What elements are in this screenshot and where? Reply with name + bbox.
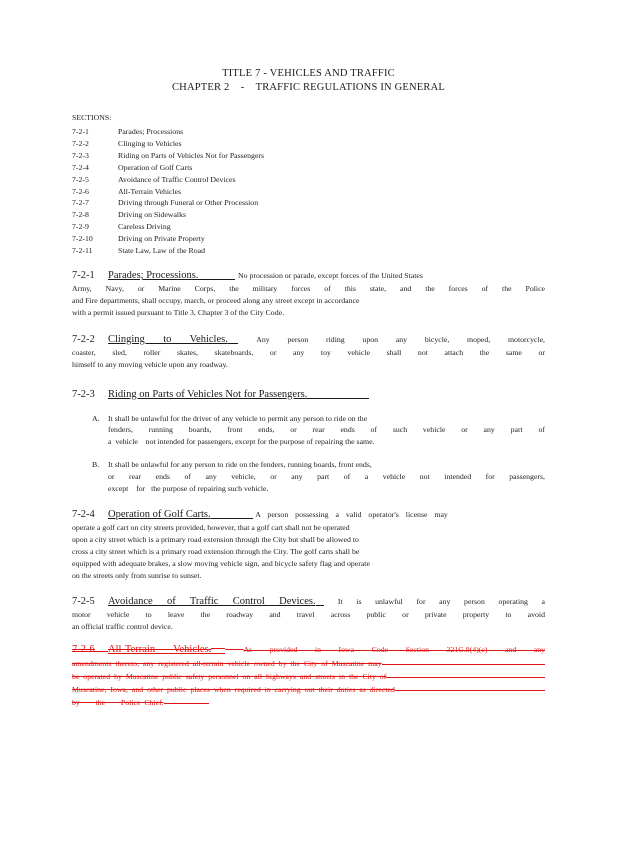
body-line: coaster, sled, roller skates, skateboards, or any toy vehicle shall not attach the same or: [72, 347, 545, 357]
section-heading-line: [72, 643, 545, 657]
section-number: 7-2-1: [72, 269, 95, 281]
body-line: motor vehicle to leave the roadway and travel across public or private property to avoid: [72, 610, 545, 620]
list-item-first-line: [92, 413, 545, 425]
section-heading-line: [72, 595, 545, 609]
body-line: himself to any moving vehicle upon any roadway.: [72, 359, 228, 369]
section-number: 7-2-5: [72, 596, 95, 608]
section-heading: Riding on Parts of Vehicles Not for Passengers.: [108, 388, 308, 400]
list-item-line: except for the purpose of repairing such vehicle.: [108, 484, 269, 494]
body-line: [72, 657, 545, 670]
section-7-2-2: [72, 333, 545, 371]
list-item-first-line: [92, 459, 545, 471]
body-line: with a permit issued pursuant to Title 3, Chapter 3 of the City Code.: [72, 307, 285, 317]
toc-section-title: State Law, Law of the Road: [118, 246, 205, 256]
table-of-contents: [72, 126, 545, 257]
section-heading-line: [72, 388, 545, 402]
heading-underline-extension: [307, 390, 369, 399]
toc-section-number: 7-2-8: [72, 210, 89, 220]
heading-inline-text: A person possessing a valid operator's license may: [255, 509, 448, 519]
heading-underline-extension: [198, 271, 235, 280]
section-heading: Avoidance of Traffic Control Devices.: [108, 596, 316, 608]
section-heading-line: [72, 333, 545, 347]
list-item-label: A.: [92, 413, 100, 423]
deleted-strikethrough-text: [72, 644, 545, 655]
toc-section-number: 7-2-10: [72, 234, 93, 244]
toc-section-number: 7-2-11: [72, 246, 93, 256]
list-item-line: fenders, running boards, front ends, or rear ends of such vehicle or any part of: [108, 425, 545, 435]
list-item-label: B.: [92, 460, 100, 470]
toc-section-number: 7-2-5: [72, 174, 89, 184]
body-line: [72, 683, 545, 696]
section-number: 7-2-2: [72, 333, 95, 345]
strikethrough-fill: [386, 670, 545, 683]
toc-section-title: Parades; Processions: [118, 127, 184, 136]
list-item-line: or rear ends of any vehicle, or any part of a vehicle not intended for passengers,: [108, 472, 545, 482]
sections-body: [72, 269, 545, 709]
heading-inline-text: It is unlawful for any person operating a: [337, 597, 545, 607]
body-line: an official traffic control device.: [72, 622, 173, 632]
toc-row: [72, 245, 545, 257]
section-heading: Clinging to Vehicles.: [108, 333, 228, 345]
section-heading: Operation of Golf Carts.: [108, 508, 211, 520]
toc-row: [72, 186, 545, 198]
section-heading: Parades; Processions.: [108, 269, 199, 281]
toc-section-number: 7-2-3: [72, 150, 89, 160]
section-7-2-3: [72, 388, 545, 495]
toc-section-number: 7-2-9: [72, 222, 89, 232]
toc-row: [72, 221, 545, 233]
body-line: cross a city street which is a primary road extension through the City. The golf carts shall be: [72, 546, 360, 556]
toc-row: [72, 138, 545, 150]
strikethrough-fill: [164, 696, 209, 709]
page-content: [72, 67, 545, 709]
toc-row: [72, 162, 545, 174]
toc-row: [72, 126, 545, 138]
deleted-line-text: by the Police Chief.: [72, 698, 164, 708]
doc-title-line2: CHAPTER 2 - TRAFFIC REGULATIONS IN GENERAL: [171, 82, 446, 93]
list-item-B: [72, 459, 545, 495]
toc-section-title: Driving on Sidewalks: [118, 210, 187, 220]
toc-section-number: 7-2-2: [72, 138, 89, 148]
list-item-A: [72, 413, 545, 449]
section-7-2-5: [72, 595, 545, 633]
body-line: upon a city street which is a primary road extension through the City but shall be allowed to: [72, 534, 359, 544]
toc-section-title: Clinging to Vehicles: [118, 138, 182, 148]
toc-section-title: Avoidance of Traffic Control Devices: [118, 174, 236, 184]
toc-section-title: Driving through Funeral or Other Procession: [118, 198, 259, 208]
strikethrough-fill: [382, 657, 545, 670]
toc-section-number: 7-2-4: [72, 162, 89, 172]
body-line: [72, 670, 545, 683]
deleted-line-text: Muscatine, Iowa, and other public places when required in carrying out their duties as directed: [72, 685, 395, 695]
body-line: Army, Navy, or Marine Corps, the military forces of this state, and the forces of the Police: [72, 283, 545, 293]
body-line: operate a golf cart on city streets provided, however, that a golf cart shall not be operated: [72, 522, 350, 532]
toc-row: [72, 209, 545, 221]
section-heading-line: [72, 508, 545, 522]
heading-underline-extension: [228, 335, 238, 344]
toc-section-number: 7-2-1: [72, 127, 89, 136]
toc-section-number: 7-2-6: [72, 186, 89, 196]
toc-row: [72, 233, 545, 245]
section-number: 7-2-3: [72, 388, 95, 400]
deleted-line-text: be operated by Muscatine public safety personnel on all highways and streets in the City of: [72, 672, 387, 682]
list-item-text: It shall be unlawful for the driver of any vehicle to permit any person to ride on the: [108, 413, 368, 423]
document-page: [0, 67, 618, 867]
heading-underline-extension: [316, 597, 324, 606]
body-line: and Fire departments, shall occupy, march, or proceed along any street except in accordance: [72, 295, 360, 305]
heading-inline-text: As provided in Iowa Code Section 321G.9(4)(c) and any: [243, 645, 546, 655]
section-number: 7-2-4: [72, 508, 95, 520]
heading-inline-text: Any person riding upon any bicycle, moped, motorcycle,: [256, 334, 546, 344]
section-7-2-4: [72, 508, 545, 582]
body-line: on the streets only from sunrise to sunset.: [72, 570, 202, 580]
toc-section-title: Riding on Parts of Vehicles Not for Passengers: [118, 150, 265, 160]
toc-section-title: Operation of Golf Carts: [118, 162, 193, 172]
body-line: [72, 696, 545, 709]
deleted-line-text: amendments thereto, any registered all-terrain vehicle owned by the City of Muscatine may: [72, 659, 382, 669]
toc-row: [72, 197, 545, 209]
heading-underline-extension: [211, 510, 253, 519]
doc-title-line1: TITLE 7 - VEHICLES AND TRAFFIC: [222, 68, 395, 79]
toc-row: [72, 174, 545, 186]
section-7-2-1: [72, 269, 545, 319]
section-7-2-6: [72, 643, 545, 709]
body-line: equipped with adequate brakes, a slow moving vehicle sign, and bicycle safety flag and operate: [72, 558, 370, 568]
list-item-line: a vehicle not intended for passengers, except for the purpose of repairing the same.: [108, 437, 375, 447]
section-heading-line: [72, 269, 545, 283]
strikethrough-fill: [395, 683, 545, 696]
toc-section-title: Driving on Private Property: [118, 234, 205, 244]
list-item-text: It shall be unlawful for any person to ride on the fenders, running boards, front ends,: [108, 460, 372, 470]
sections-label: SECTIONS:: [72, 113, 112, 122]
toc-row: [72, 150, 545, 162]
section-heading: All-Terrain Vehicles.: [108, 644, 212, 656]
toc-section-title: All-Terrain Vehicles: [118, 186, 182, 196]
heading-inline-text: No procession or parade, except forces of the United States: [238, 270, 423, 280]
toc-section-number: 7-2-7: [72, 198, 89, 208]
toc-section-title: Careless Driving: [118, 222, 171, 232]
heading-underline-extension: [211, 645, 225, 654]
section-number: 7-2-6: [72, 643, 108, 657]
